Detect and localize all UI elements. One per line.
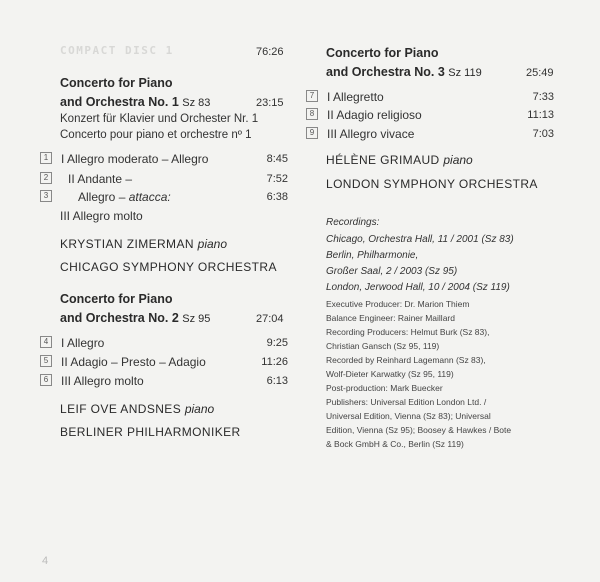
recordings-heading: Recordings:: [326, 217, 380, 228]
track-title-8: II Adagio religioso: [327, 108, 422, 122]
track-title-6: III Allegro molto: [61, 374, 144, 388]
concerto-2-title-line2: [60, 311, 210, 325]
track-number-8: 8: [306, 108, 318, 120]
concerto-2-duration: 27:04: [256, 313, 284, 325]
concerto-1-title-line2-text: and Orchestra No. 1: [60, 95, 179, 109]
concerto-2-sz: Sz 95: [182, 313, 211, 325]
credit-line-3: Recording Producers: Helmut Burk (Sz 83),: [326, 327, 490, 337]
concerto-3-title-line2-text: and Orchestra No. 3: [326, 65, 445, 79]
track-duration-7: 7:33: [532, 91, 554, 103]
track-title-7: I Allegretto: [327, 90, 384, 104]
disc-label: COMPACT DISC 1: [60, 44, 174, 57]
track-title-3: [78, 190, 171, 204]
track-number-5: 5: [40, 355, 52, 367]
track-title-9: III Allegro vivace: [327, 127, 415, 141]
credit-line-5: Recorded by Reinhard Lagemann (Sz 83),: [326, 355, 486, 365]
track-title-2: II Andante –: [68, 172, 133, 186]
concerto-3-soloist-name: HÉLÈNE GRIMAUD: [326, 153, 440, 167]
track-duration-9: 7:03: [532, 128, 554, 140]
concerto-3-soloist: [326, 153, 473, 167]
track-duration-1: 8:45: [266, 153, 288, 165]
concerto-2-title-line1: Concerto for Piano: [60, 292, 173, 306]
concerto-1-orchestra: CHICAGO SYMPHONY ORCHESTRA: [60, 260, 277, 274]
concerto-2-soloist-name: LEIF OVE ANDSNES: [60, 402, 182, 416]
concerto-1-soloist-name: KRYSTIAN ZIMERMAN: [60, 237, 194, 251]
credit-line-1: Executive Producer: Dr. Marion Thiem: [326, 299, 470, 309]
concerto-3-title-line1: Concerto for Piano: [326, 46, 439, 60]
concerto-1-sz: Sz 83: [182, 97, 211, 109]
track-number-4: 4: [40, 336, 52, 348]
concerto-2-soloist-role: piano: [184, 402, 215, 416]
credit-line-11: & Bock GmbH & Co., Berlin (Sz 119): [326, 439, 464, 449]
track-duration-4: 9:25: [266, 337, 288, 349]
concerto-3-orchestra: LONDON SYMPHONY ORCHESTRA: [326, 177, 538, 191]
credit-line-9: Universal Edition, Vienna (Sz 83); Universal: [326, 411, 491, 421]
recording-line-4: London, Jerwood Hall, 10 / 2004 (Sz 119): [326, 282, 510, 293]
track-duration-3: 6:38: [266, 191, 288, 203]
track-number-1: 1: [40, 152, 52, 164]
track-duration-5: 11:26: [261, 356, 288, 368]
movement-title-3b: III Allegro molto: [60, 209, 143, 223]
track-duration-8: 11:13: [527, 109, 554, 121]
track-title-3-text: Allegro –: [78, 190, 129, 204]
concerto-2-orchestra: BERLINER PHILHARMONIKER: [60, 425, 241, 439]
concerto-1-title-line2: [60, 95, 210, 109]
track-number-6: 6: [40, 374, 52, 386]
track-duration-2: 7:52: [266, 173, 288, 185]
concerto-3-sz: Sz 119: [448, 67, 482, 79]
credit-line-10: Edition, Vienna (Sz 95); Boosey & Hawkes / Bote: [326, 425, 512, 435]
credit-line-6: Wolf-Dieter Karwatky (Sz 95, 119): [326, 369, 454, 379]
concerto-1-subtitle-de: Konzert für Klavier und Orchester Nr. 1: [60, 113, 259, 125]
concerto-2-title-line2-text: and Orchestra No. 2: [60, 311, 179, 325]
concerto-1-soloist-role: piano: [197, 237, 228, 251]
disc-total-duration: 76:26: [256, 46, 284, 58]
recording-line-2: Berlin, Philharmonie,: [326, 250, 419, 261]
track-title-1: I Allegro moderato – Allegro: [61, 152, 209, 166]
concerto-3-duration: 25:49: [526, 67, 554, 79]
concerto-1-soloist: [60, 237, 227, 251]
concerto-3-title-line2: [326, 65, 482, 79]
page-number: 4: [42, 555, 49, 567]
track-title-4: I Allegro: [61, 336, 105, 350]
concerto-2-soloist: [60, 402, 214, 416]
track-title-3-attacca: attacca:: [128, 190, 171, 204]
concerto-1-duration: 23:15: [256, 97, 284, 109]
track-number-3: 3: [40, 190, 52, 202]
credit-line-8: Publishers: Universal Edition London Ltd. /: [326, 397, 487, 407]
track-number-7: 7: [306, 90, 318, 102]
concerto-1-title-line1: Concerto for Piano: [60, 76, 173, 90]
track-title-5: II Adagio – Presto – Adagio: [61, 355, 206, 369]
track-number-2: 2: [40, 172, 52, 184]
credit-line-7: Post-production: Mark Buecker: [326, 383, 443, 393]
concerto-3-soloist-role: piano: [443, 153, 473, 167]
recording-line-1: Chicago, Orchestra Hall, 11 / 2001 (Sz 83): [326, 234, 514, 245]
track-number-9: 9: [306, 127, 318, 139]
concerto-1-subtitle-fr: Concerto pour piano et orchestre nº 1: [60, 129, 252, 141]
credit-line-2: Balance Engineer: Rainer Maillard: [326, 313, 455, 323]
credit-line-4: Christian Gansch (Sz 95, 119): [326, 341, 440, 351]
recording-line-3: Großer Saal, 2 / 2003 (Sz 95): [326, 266, 458, 277]
track-duration-6: 6:13: [266, 375, 288, 387]
